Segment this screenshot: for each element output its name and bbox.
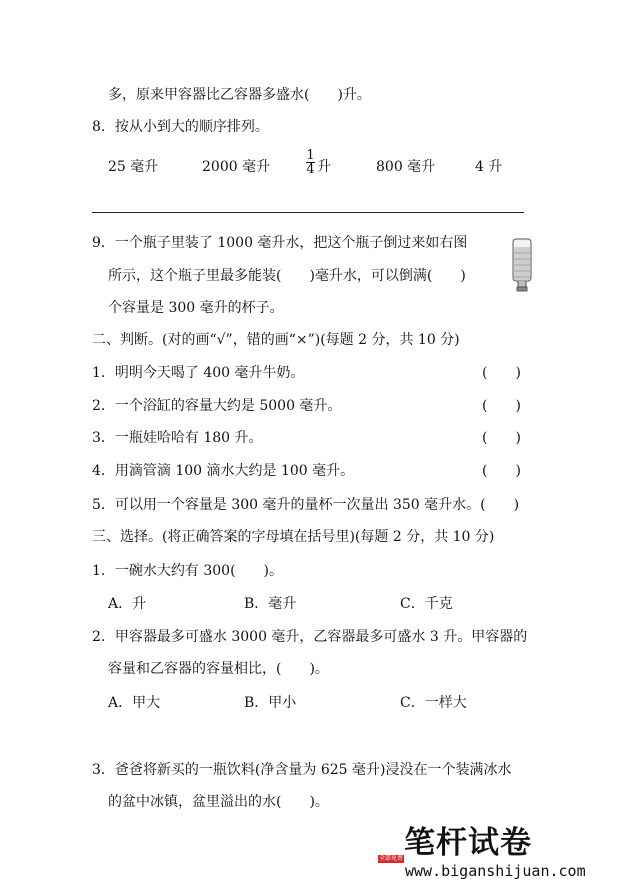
judge-item-5: 5．可以用一个容量是 300 毫升的量杯一次量出 350 毫升水。( ) <box>92 497 520 513</box>
judge-item-3: 3．一瓶娃哈哈有 180 升。 <box>92 430 263 446</box>
q8-item-5: 4 升 <box>475 159 503 175</box>
choice-item-3-line-1: 3．爸爸将新买的一瓶饮料(净含量为 625 毫升)浸没在一个装满冰水 <box>92 762 512 778</box>
q8-item-3-fraction <box>306 149 315 176</box>
choice-2-option-c[interactable]: C．一样大 <box>400 695 467 711</box>
q8-title: 8．按从小到大的顺序排列。 <box>92 119 269 135</box>
inverted-bottle-figure <box>511 237 533 293</box>
judge-item-4: 4．用滴管滴 100 滴水大约是 100 毫升。 <box>92 463 355 479</box>
choice-2-option-a[interactable]: A．甲大 <box>108 695 161 711</box>
fraction-numerator: 1 <box>306 148 315 163</box>
choice-1-option-b[interactable]: B．毫升 <box>244 596 297 612</box>
choice-1-option-a[interactable]: A．升 <box>108 596 147 612</box>
watermark-url: www.biganshijuan.com <box>405 862 586 880</box>
judge-answer-paren-3[interactable]: ( ) <box>482 430 521 446</box>
judge-item-2: 2．一个浴缸的容量大约是 5000 毫升。 <box>92 398 342 414</box>
choice-item-3-line-2: 的盆中冰镇，盆里溢出的水( )。 <box>108 794 329 810</box>
fraction-denominator: 4 <box>306 162 315 177</box>
q8-item-2: 2000 毫升 <box>202 159 271 175</box>
section-3-title: 三、选择。(将正确答案的字母填在括号里)(每题 2 分，共 10 分) <box>92 529 495 545</box>
judge-answer-paren-4[interactable]: ( ) <box>482 463 521 479</box>
choice-item-1: 1．一碗水大约有 300( )。 <box>92 563 284 579</box>
choice-2-option-b[interactable]: B．甲小 <box>244 695 297 711</box>
q9-line-2: 所示，这个瓶子里最多能装( )毫升水，可以倒满( ) <box>108 268 466 284</box>
q9-line-3: 个容量是 300 毫升的杯子。 <box>108 300 284 316</box>
choice-item-2-line-1: 2．甲容器最多可盛水 3000 毫升，乙容器最多可盛水 3 升。甲容器的 <box>92 629 528 645</box>
watermark-brand: 笔杆试卷 <box>404 825 532 861</box>
q7-tail-line: 多，原来甲容器比乙容器多盛水( )升。 <box>108 87 371 103</box>
choice-1-option-c[interactable]: C．千克 <box>400 596 453 612</box>
q8-item-1: 25 毫升 <box>108 159 159 175</box>
q8-item-4: 800 毫升 <box>376 159 436 175</box>
judge-item-1: 1．明明今天喝了 400 毫升牛奶。 <box>92 365 305 381</box>
judge-answer-paren-2[interactable]: ( ) <box>482 398 521 414</box>
answer-rule-line <box>92 212 524 213</box>
choice-item-2-line-2: 容量和乙容器的容量相比，( )。 <box>108 661 329 677</box>
watermark-free-tag: 全部免费 <box>378 855 403 862</box>
q9-line-1: 9．一个瓶子里装了 1000 毫升水，把这个瓶子倒过来如右图 <box>92 235 468 251</box>
section-2-title: 二、判断。(对的画“√”，错的画“×”)(每题 2 分，共 10 分) <box>92 332 460 348</box>
judge-answer-paren-1[interactable]: ( ) <box>482 365 521 381</box>
q8-item-3-unit: 升 <box>317 159 331 175</box>
